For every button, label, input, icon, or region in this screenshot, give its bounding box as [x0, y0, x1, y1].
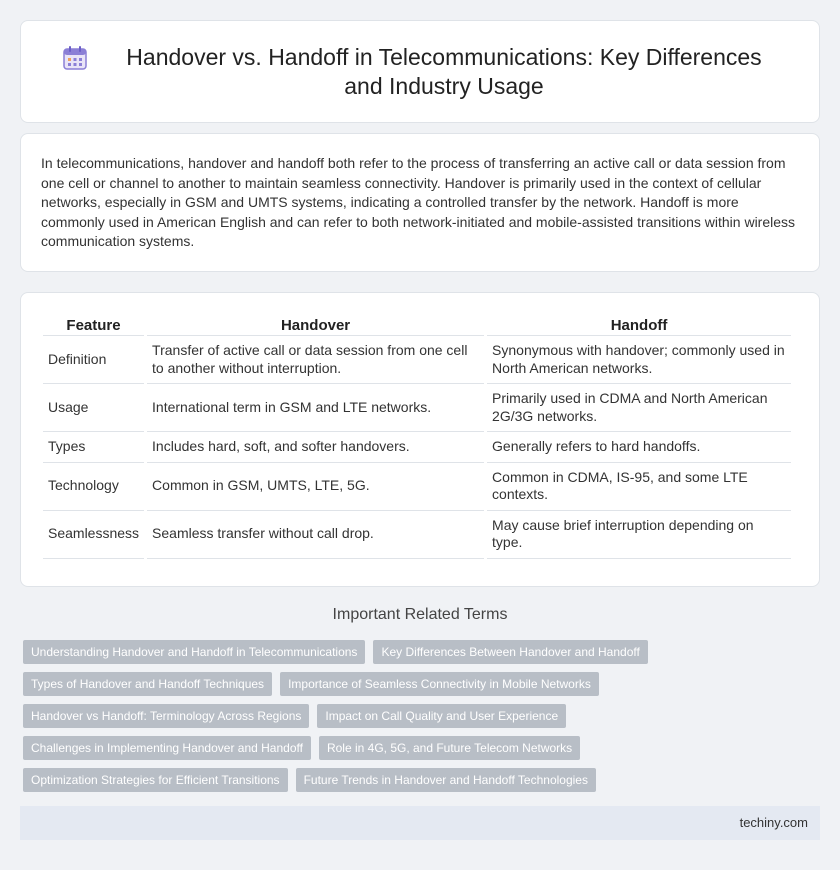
row-feature: Definition	[43, 336, 144, 384]
row-handover: International term in GSM and LTE networks.	[147, 384, 484, 432]
row-handover: Common in GSM, UMTS, LTE, 5G.	[147, 463, 484, 511]
related-term-link[interactable]: Understanding Handover and Handoff in Telecommunications	[23, 640, 365, 664]
row-handoff: Generally refers to hard handoffs.	[487, 432, 791, 463]
column-header-feature: Feature	[43, 313, 144, 336]
table-row	[43, 384, 791, 432]
row-handoff: Common in CDMA, IS-95, and some LTE contexts.	[487, 463, 791, 511]
related-term-link[interactable]: Types of Handover and Handoff Techniques	[23, 672, 272, 696]
related-term-link[interactable]: Challenges in Implementing Handover and Handoff	[23, 736, 311, 760]
table-row	[43, 336, 791, 384]
related-terms-title: Important Related Terms	[332, 606, 508, 623]
page-title: Handover vs. Handoff in Telecommunications: Key Differences and Industry Usage	[126, 43, 762, 99]
row-handoff: Synonymous with handover; commonly used in North American networks.	[487, 336, 791, 384]
footer-site-link[interactable]: techiny.com	[739, 815, 808, 830]
intro-paragraph: In telecommunications, handover and handoff both refer to the process of transferring an active call or data session from one cell or channel to another to maintain seamless connectivity. Handover is primarily used in the context of cellular networks, especially in GSM and UMTS systems, indicating a controlled transfer by the network. Handoff is more commonly used in American English and can refer to both network-initiated and mobile-assisted transitions within wireless communication systems.	[41, 155, 796, 250]
related-terms-list	[23, 640, 823, 800]
row-feature: Seamlessness	[43, 511, 144, 559]
intro-card	[20, 133, 820, 272]
column-header-handoff: Handoff	[487, 313, 791, 336]
row-handover: Includes hard, soft, and softer handovers.	[147, 432, 484, 463]
row-feature: Technology	[43, 463, 144, 511]
related-term-link[interactable]: Impact on Call Quality and User Experience	[317, 704, 566, 728]
comparison-table	[40, 313, 794, 559]
related-term-link[interactable]: Importance of Seamless Connectivity in Mobile Networks	[280, 672, 599, 696]
related-term-link[interactable]: Optimization Strategies for Efficient Transitions	[23, 768, 288, 792]
row-handoff: May cause brief interruption depending on type.	[487, 511, 791, 559]
table-row	[43, 463, 791, 511]
related-term-link[interactable]: Handover vs Handoff: Terminology Across Regions	[23, 704, 309, 728]
table-row	[43, 432, 791, 463]
related-term-link[interactable]: Key Differences Between Handover and Handoff	[373, 640, 647, 664]
row-feature: Usage	[43, 384, 144, 432]
related-term-link[interactable]: Role in 4G, 5G, and Future Telecom Networks	[319, 736, 580, 760]
calendar-icon	[61, 44, 89, 72]
row-feature: Types	[43, 432, 144, 463]
table-row	[43, 511, 791, 559]
comparison-table-card	[20, 292, 820, 587]
column-header-handover: Handover	[147, 313, 484, 336]
related-term-link[interactable]: Future Trends in Handover and Handoff Technologies	[296, 768, 596, 792]
table-header-row	[43, 313, 791, 336]
footer	[20, 806, 820, 840]
row-handover: Transfer of active call or data session from one cell to another without interruption.	[147, 336, 484, 384]
row-handoff: Primarily used in CDMA and North American 2G/3G networks.	[487, 384, 791, 432]
row-handover: Seamless transfer without call drop.	[147, 511, 484, 559]
header-card	[20, 20, 820, 123]
